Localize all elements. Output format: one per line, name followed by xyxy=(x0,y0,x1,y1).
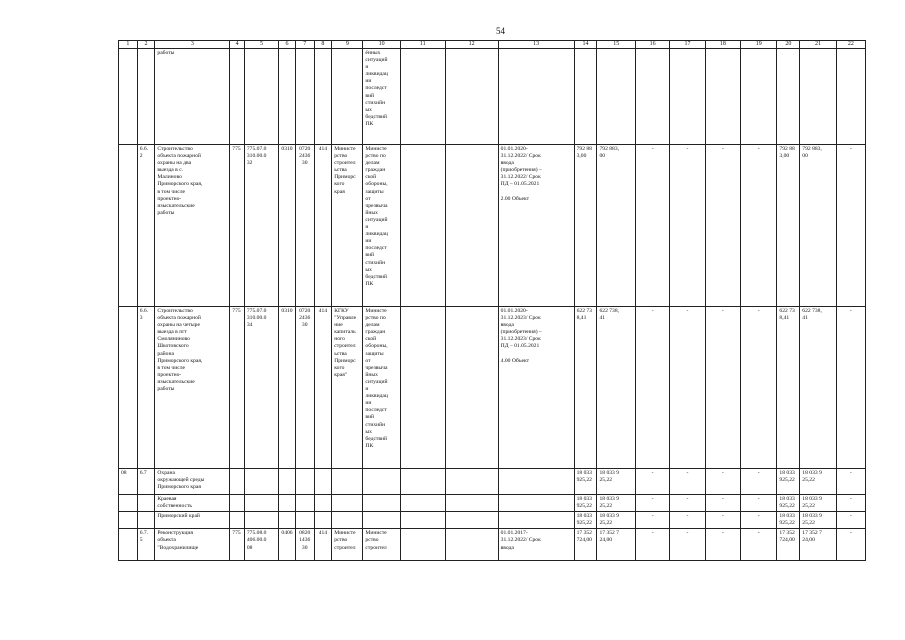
cell-text: 18 033 925,22 xyxy=(576,470,592,484)
column-number-21: 21 xyxy=(800,41,836,49)
cell-text: - xyxy=(721,496,724,502)
table-cell xyxy=(800,529,836,561)
cell-text: - xyxy=(757,513,760,520)
table-cell xyxy=(705,529,740,561)
table-cell xyxy=(635,469,669,495)
cell-text: 18 033 925,22 xyxy=(576,513,592,527)
cell-text: Приморский край xyxy=(157,513,200,520)
cell-text: - xyxy=(686,146,689,152)
table-cell xyxy=(155,307,230,469)
table-cell xyxy=(332,469,363,495)
table-cell xyxy=(836,307,865,469)
table-cell xyxy=(670,307,705,469)
cell-text: 6.7. 5 xyxy=(139,530,149,544)
table-cell xyxy=(279,49,296,145)
cell-text: 17 352 724,00 xyxy=(576,530,592,544)
cell-text: Охрана окружающей среды Приморского края xyxy=(157,470,205,491)
table-cell xyxy=(705,145,740,307)
table-cell xyxy=(332,529,363,561)
table-cell xyxy=(741,495,777,512)
table-row xyxy=(119,469,866,495)
table-cell xyxy=(800,469,836,495)
table-cell xyxy=(741,529,777,561)
cell-text: Министе рство строител xyxy=(334,530,356,551)
table-cell xyxy=(332,49,363,145)
table-cell xyxy=(836,512,865,529)
cell-text: - xyxy=(721,470,724,476)
cell-text: 0820 1436 30 xyxy=(299,530,311,551)
table-cell xyxy=(244,145,278,307)
cell-text: 6.6. 3 xyxy=(139,308,149,322)
cell-text: Реконструкция объекта "Водохранилище xyxy=(157,530,199,551)
cell-text: КГКУ "Управле ние капиталь ного строител ьства Приморс кого края" xyxy=(334,308,357,378)
table-cell xyxy=(574,307,597,469)
table-cell xyxy=(363,145,400,307)
table-cell xyxy=(800,512,836,529)
cell-text: 17 352 724,00 xyxy=(779,530,795,544)
table-cell xyxy=(836,495,865,512)
cell-text: 01.01.2017- 31.12.2022/ Срок ввода xyxy=(500,530,541,551)
cell-text: 01.01.2020- 31.12.2023/ Срок ввода (приобретения) – 31.12.2023/ Срок ПД – 01.05.2021 4.00 Объект xyxy=(500,308,542,364)
table-cell xyxy=(230,307,245,469)
page-number: 54 xyxy=(496,26,505,36)
table-cell xyxy=(137,469,155,495)
table-cell xyxy=(295,49,314,145)
cell-text: 0720 2436 30 xyxy=(299,308,311,329)
table-row xyxy=(119,145,866,307)
cell-text: 792 883, 00 xyxy=(802,146,822,160)
cell-text: 18 033 9 25,22 xyxy=(802,496,822,510)
cell-text: - xyxy=(721,513,724,520)
table-cell xyxy=(137,145,155,307)
cell-text: 775 xyxy=(232,530,241,537)
table-cell xyxy=(445,495,498,512)
cell-text: 792 88 3,00 xyxy=(779,146,795,160)
table-cell xyxy=(279,529,296,561)
table-cell xyxy=(574,469,597,495)
table-cell xyxy=(230,469,245,495)
table-cell xyxy=(363,307,400,469)
table-cell xyxy=(597,469,635,495)
cell-text: 18 033 9 25,22 xyxy=(802,513,822,527)
column-number-14: 14 xyxy=(574,41,597,49)
table-cell xyxy=(445,49,498,145)
table-cell xyxy=(741,512,777,529)
cell-text: 18 033 9 25,22 xyxy=(599,496,620,510)
cell-text: 622 738, 41 xyxy=(599,308,620,322)
table-cell xyxy=(155,469,230,495)
table-cell xyxy=(777,307,800,469)
cell-text: Министе рство по делам граждан ской обороны, защиты от чрезвыча йных ситуаций и ликвидац ии последст вий стихийн ых бедствий ПК xyxy=(365,146,388,287)
table-cell xyxy=(741,49,777,145)
table-cell xyxy=(498,469,574,495)
cell-text: 792 88 3,00 xyxy=(576,146,592,160)
table-cell xyxy=(670,495,705,512)
cell-text: - xyxy=(849,146,852,152)
table-cell xyxy=(400,145,445,307)
cell-text: - xyxy=(686,470,689,476)
table-cell xyxy=(230,49,245,145)
table-cell xyxy=(332,145,363,307)
cell-text: - xyxy=(849,308,852,314)
column-number-20: 20 xyxy=(777,41,800,49)
table-cell xyxy=(836,49,865,145)
table-cell xyxy=(777,529,800,561)
cell-text: - xyxy=(849,496,852,502)
table-cell xyxy=(155,49,230,145)
column-number-11: 11 xyxy=(400,41,445,49)
table-cell xyxy=(295,529,314,561)
column-number-18: 18 xyxy=(705,41,740,49)
cell-text: - xyxy=(757,470,760,476)
cell-text: - xyxy=(721,308,724,314)
table-cell xyxy=(119,469,138,495)
cell-text: 18 033 9 25,22 xyxy=(599,470,620,484)
table-cell xyxy=(574,49,597,145)
cell-text: - xyxy=(757,146,760,152)
table-cell xyxy=(137,49,155,145)
cell-text: - xyxy=(686,530,689,537)
cell-text: 18 033 925,22 xyxy=(779,496,795,510)
cell-text: - xyxy=(757,496,760,502)
table-cell xyxy=(836,529,865,561)
table-cell xyxy=(836,145,865,307)
cell-text: 6.7 xyxy=(139,470,147,476)
table-cell xyxy=(498,307,574,469)
table-cell xyxy=(230,512,245,529)
table-cell xyxy=(279,145,296,307)
table-cell xyxy=(670,469,705,495)
table-cell xyxy=(119,529,138,561)
table-cell xyxy=(574,529,597,561)
table-row xyxy=(119,307,866,469)
table-cell xyxy=(295,495,314,512)
table-cell xyxy=(597,49,635,145)
table-cell xyxy=(314,49,332,145)
table-cell xyxy=(498,495,574,512)
table-cell xyxy=(635,495,669,512)
column-number-12: 12 xyxy=(445,41,498,49)
column-number-19: 19 xyxy=(741,41,777,49)
table-cell xyxy=(777,512,800,529)
table-cell xyxy=(670,49,705,145)
table-cell xyxy=(705,49,740,145)
table-cell xyxy=(705,469,740,495)
cell-text: - xyxy=(651,470,654,476)
cell-text: - xyxy=(849,530,852,537)
cell-text: 18 033 9 25,22 xyxy=(802,470,822,484)
cell-text: 0310 xyxy=(281,308,293,314)
table-cell xyxy=(597,495,635,512)
cell-text: работы xyxy=(157,50,175,56)
table-cell xyxy=(635,512,669,529)
table-cell xyxy=(445,307,498,469)
column-number-16: 16 xyxy=(635,41,669,49)
table-cell xyxy=(574,145,597,307)
cell-text: - xyxy=(757,530,760,537)
table-cell xyxy=(363,495,400,512)
cell-text: - xyxy=(651,530,654,537)
table-cell xyxy=(244,469,278,495)
cell-text: 08 xyxy=(121,470,127,476)
table-cell xyxy=(445,529,498,561)
cell-text: 0406 xyxy=(281,530,293,537)
table-cell xyxy=(597,145,635,307)
table-cell xyxy=(244,49,278,145)
table-cell xyxy=(155,495,230,512)
table-cell xyxy=(244,495,278,512)
table-row xyxy=(119,512,866,529)
column-number-10: 10 xyxy=(363,41,400,49)
cell-text: ённых ситуаций и ликвидац ии последст вий стихийн ых бедствий ПК xyxy=(365,50,388,127)
table-cell xyxy=(332,495,363,512)
table-cell xyxy=(295,469,314,495)
table-cell xyxy=(244,307,278,469)
cell-text: 0310 xyxy=(281,146,293,152)
table-cell xyxy=(800,49,836,145)
table-cell xyxy=(400,307,445,469)
column-number-row xyxy=(119,41,866,49)
column-number-6: 6 xyxy=(279,41,296,49)
table-cell xyxy=(445,512,498,529)
table-cell xyxy=(498,145,574,307)
table-cell xyxy=(137,529,155,561)
cell-text: Строительство объекта пожарной охраны на четыре выезда в пгт Смоляниново Шкотовского района Приморского края, в том числе проектно- изыскательские работы xyxy=(157,308,203,393)
column-number-17: 17 xyxy=(670,41,705,49)
table-cell xyxy=(363,529,400,561)
table-cell xyxy=(155,512,230,529)
cell-text: - xyxy=(651,496,654,502)
table-cell xyxy=(670,529,705,561)
table-cell xyxy=(244,529,278,561)
table-cell xyxy=(363,512,400,529)
table-cell xyxy=(332,307,363,469)
table-cell xyxy=(777,469,800,495)
table-row xyxy=(119,495,866,512)
cell-text: 775.07.0 310.00.0 34 xyxy=(246,308,267,329)
cell-text: 414 xyxy=(318,308,328,314)
table-cell xyxy=(155,529,230,561)
cell-text: Министе рство строител xyxy=(365,530,387,551)
cell-text: 775 xyxy=(232,308,241,314)
cell-text: Министе рство строител ьства Приморс кого края xyxy=(334,146,356,195)
table-cell xyxy=(635,145,669,307)
cell-text: 17 352 7 24,00 xyxy=(802,530,822,544)
cell-text: 414 xyxy=(318,146,328,152)
table-cell xyxy=(836,469,865,495)
table-cell xyxy=(244,512,278,529)
table-cell xyxy=(635,529,669,561)
table-cell xyxy=(597,512,635,529)
column-number-8: 8 xyxy=(314,41,332,49)
table-cell xyxy=(498,512,574,529)
cell-text: 622 738, 41 xyxy=(802,308,822,322)
table-cell xyxy=(230,495,245,512)
table-cell xyxy=(800,495,836,512)
table-cell xyxy=(445,145,498,307)
table-cell xyxy=(279,495,296,512)
column-number-22: 22 xyxy=(836,41,865,49)
table-cell xyxy=(230,529,245,561)
table-cell xyxy=(800,145,836,307)
table-cell xyxy=(400,529,445,561)
table-cell xyxy=(445,469,498,495)
table-cell xyxy=(400,469,445,495)
cell-text: 622 73 8,41 xyxy=(576,308,592,322)
table-body xyxy=(119,41,866,561)
table-cell xyxy=(295,512,314,529)
cell-text: 414 xyxy=(318,530,328,537)
cell-text: 17 352 7 24,00 xyxy=(599,530,620,544)
table-cell xyxy=(741,145,777,307)
cell-text: Министе рство по делам граждан ской обороны, защиты от чрезвыча йных ситуаций и ликвидац ии последст вий стихийн ых бедствий ПК xyxy=(365,308,388,449)
cell-text: Строительство объекта пожарной охраны на два выезда в с. Малиново Приморского края, в том числе проектно- изыскательские работы xyxy=(157,146,203,216)
table-cell xyxy=(498,49,574,145)
table-cell xyxy=(230,145,245,307)
table-cell xyxy=(119,145,138,307)
cell-text: 6.6. 2 xyxy=(139,146,149,160)
cell-text: 18 033 925,22 xyxy=(779,513,795,527)
table-cell xyxy=(314,307,332,469)
cell-text: 775.07.0 310.00.0 32 xyxy=(246,146,267,167)
table-cell xyxy=(705,307,740,469)
table-row xyxy=(119,529,866,561)
table-cell xyxy=(574,512,597,529)
table-cell xyxy=(400,49,445,145)
table-cell xyxy=(705,512,740,529)
table-cell xyxy=(119,512,138,529)
cell-text: 18 033 9 25,22 xyxy=(599,513,620,527)
table-cell xyxy=(635,307,669,469)
cell-text: - xyxy=(686,308,689,314)
table-cell xyxy=(314,529,332,561)
table-cell xyxy=(800,307,836,469)
cell-text: 0720 2436 30 xyxy=(299,146,311,167)
table-cell xyxy=(670,145,705,307)
table-cell xyxy=(498,529,574,561)
table-row xyxy=(119,49,866,145)
table-cell xyxy=(137,307,155,469)
table-cell xyxy=(119,307,138,469)
table-cell xyxy=(574,495,597,512)
table-cell xyxy=(597,529,635,561)
table-cell xyxy=(400,495,445,512)
table-cell xyxy=(314,145,332,307)
column-number-4: 4 xyxy=(230,41,245,49)
cell-text: 18 033 925,22 xyxy=(779,470,795,484)
column-number-9: 9 xyxy=(332,41,363,49)
table-cell xyxy=(137,495,155,512)
table-cell xyxy=(332,512,363,529)
cell-text: 01.01.2020- 31.12.2022/ Срок ввода (приобретения) – 31.12.2022/ Срок ПД – 01.05.2021 2.00 Объект xyxy=(500,146,542,202)
table-cell xyxy=(400,512,445,529)
cell-text: - xyxy=(757,308,760,314)
table-cell xyxy=(295,307,314,469)
table-cell xyxy=(777,145,800,307)
cell-text: - xyxy=(651,513,654,520)
cell-text: - xyxy=(651,146,654,152)
table-cell xyxy=(777,495,800,512)
column-number-3: 3 xyxy=(155,41,230,49)
cell-text: - xyxy=(721,146,724,152)
column-number-5: 5 xyxy=(244,41,278,49)
table-cell xyxy=(155,145,230,307)
cell-text: 792 883, 00 xyxy=(599,146,620,160)
table-cell xyxy=(777,49,800,145)
column-number-15: 15 xyxy=(597,41,635,49)
cell-text: - xyxy=(651,308,654,314)
table-cell xyxy=(279,307,296,469)
table-cell xyxy=(119,49,138,145)
cell-text: - xyxy=(849,470,852,476)
cell-text: 622 73 8,41 xyxy=(779,308,795,322)
table-cell xyxy=(119,495,138,512)
table-cell xyxy=(597,307,635,469)
cell-text: Краевая собственность xyxy=(157,496,192,510)
cell-text: - xyxy=(686,513,689,520)
budget-table xyxy=(118,40,866,561)
cell-text: 775 xyxy=(232,146,241,152)
table-cell xyxy=(314,469,332,495)
table-cell xyxy=(279,512,296,529)
table-cell xyxy=(670,512,705,529)
cell-text: 775.08.0 406.00.0 08 xyxy=(246,530,267,551)
table-cell xyxy=(741,307,777,469)
table-cell xyxy=(314,495,332,512)
table-cell xyxy=(705,495,740,512)
cell-text: - xyxy=(849,513,852,520)
cell-text: 18 033 925,22 xyxy=(576,496,592,510)
table-cell xyxy=(295,145,314,307)
column-number-1: 1 xyxy=(119,41,138,49)
table-cell xyxy=(635,49,669,145)
cell-text: - xyxy=(686,496,689,502)
table-cell xyxy=(137,512,155,529)
column-number-13: 13 xyxy=(498,41,574,49)
table-cell xyxy=(741,469,777,495)
column-number-7: 7 xyxy=(295,41,314,49)
table-cell xyxy=(363,49,400,145)
column-number-2: 2 xyxy=(137,41,155,49)
table-cell xyxy=(314,512,332,529)
table-cell xyxy=(279,469,296,495)
table-cell xyxy=(363,469,400,495)
cell-text: - xyxy=(721,530,724,537)
